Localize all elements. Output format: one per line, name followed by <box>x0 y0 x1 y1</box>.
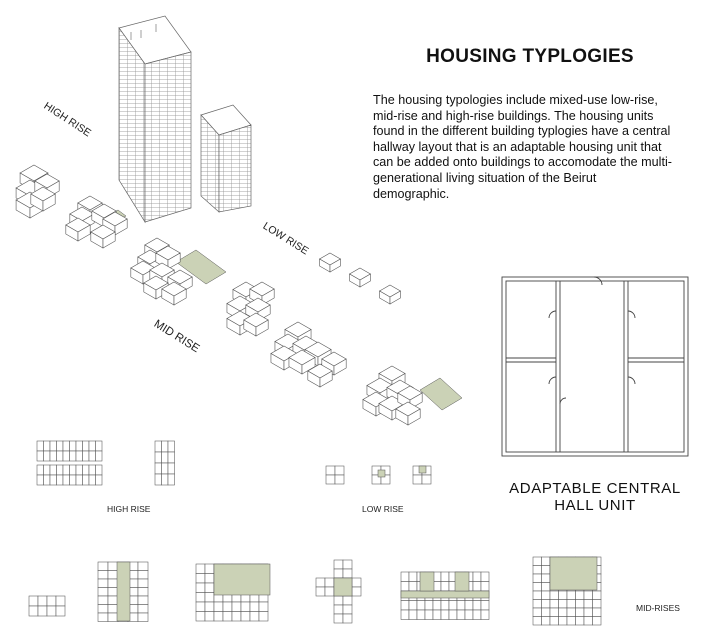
axon-cluster-low-3 <box>380 285 401 304</box>
unit-caption-line-1: ADAPTABLE CENTRAL <box>509 480 681 497</box>
plan-low-1 <box>326 466 344 484</box>
plan-high-rise-1 <box>37 441 102 485</box>
axon-cluster-c <box>131 238 226 305</box>
plan-mid-5 <box>401 572 489 620</box>
unit-caption <box>497 480 693 514</box>
plan-drawings <box>29 441 601 625</box>
axon-cluster-e <box>271 322 346 387</box>
high-rise-tower-1 <box>119 16 191 222</box>
plan-label-mid-rises: MID-RISES <box>636 603 680 613</box>
plan-mid-4 <box>316 560 361 623</box>
description-paragraph: The housing typologies include mixed-use low-rise, mid-rise and high-rise buildings. The housing units found in the different building typlogies have a central hallway layout that is an adaptable housing unit that can be added onto buildings to accomodate the multi-generational living situation of the Beirut demographic. <box>373 93 672 201</box>
unit-caption-line-2: HALL UNIT <box>554 497 636 514</box>
plan-mid-6 <box>533 557 601 625</box>
axon-cluster-low-2 <box>350 268 371 287</box>
axon-label-mid-rise: MID RISE <box>151 318 202 356</box>
plan-label-high-rise: HIGH RISE <box>107 504 151 514</box>
axon-cluster-f <box>363 366 462 425</box>
plan-high-rise-2 <box>155 441 175 485</box>
adaptable-unit-plan <box>502 277 688 456</box>
axon-label-high-rise: HIGH RISE <box>41 100 94 140</box>
axon-cluster-low-1 <box>320 253 341 272</box>
plan-low-2 <box>372 466 390 484</box>
axon-cluster-d <box>227 282 274 336</box>
plan-mid-1 <box>29 596 65 616</box>
plan-low-3 <box>413 466 431 484</box>
plan-mid-3 <box>196 564 270 621</box>
axon-cluster-a <box>16 165 59 218</box>
high-rise-tower-2 <box>201 105 251 212</box>
plan-mid-2 <box>98 562 148 622</box>
plan-label-low-rise: LOW RISE <box>362 504 404 514</box>
axon-cluster-b <box>66 196 127 248</box>
page-title: HOUSING TYPLOGIES <box>426 46 634 67</box>
axon-label-low-rise: LOW RISE <box>260 220 311 258</box>
